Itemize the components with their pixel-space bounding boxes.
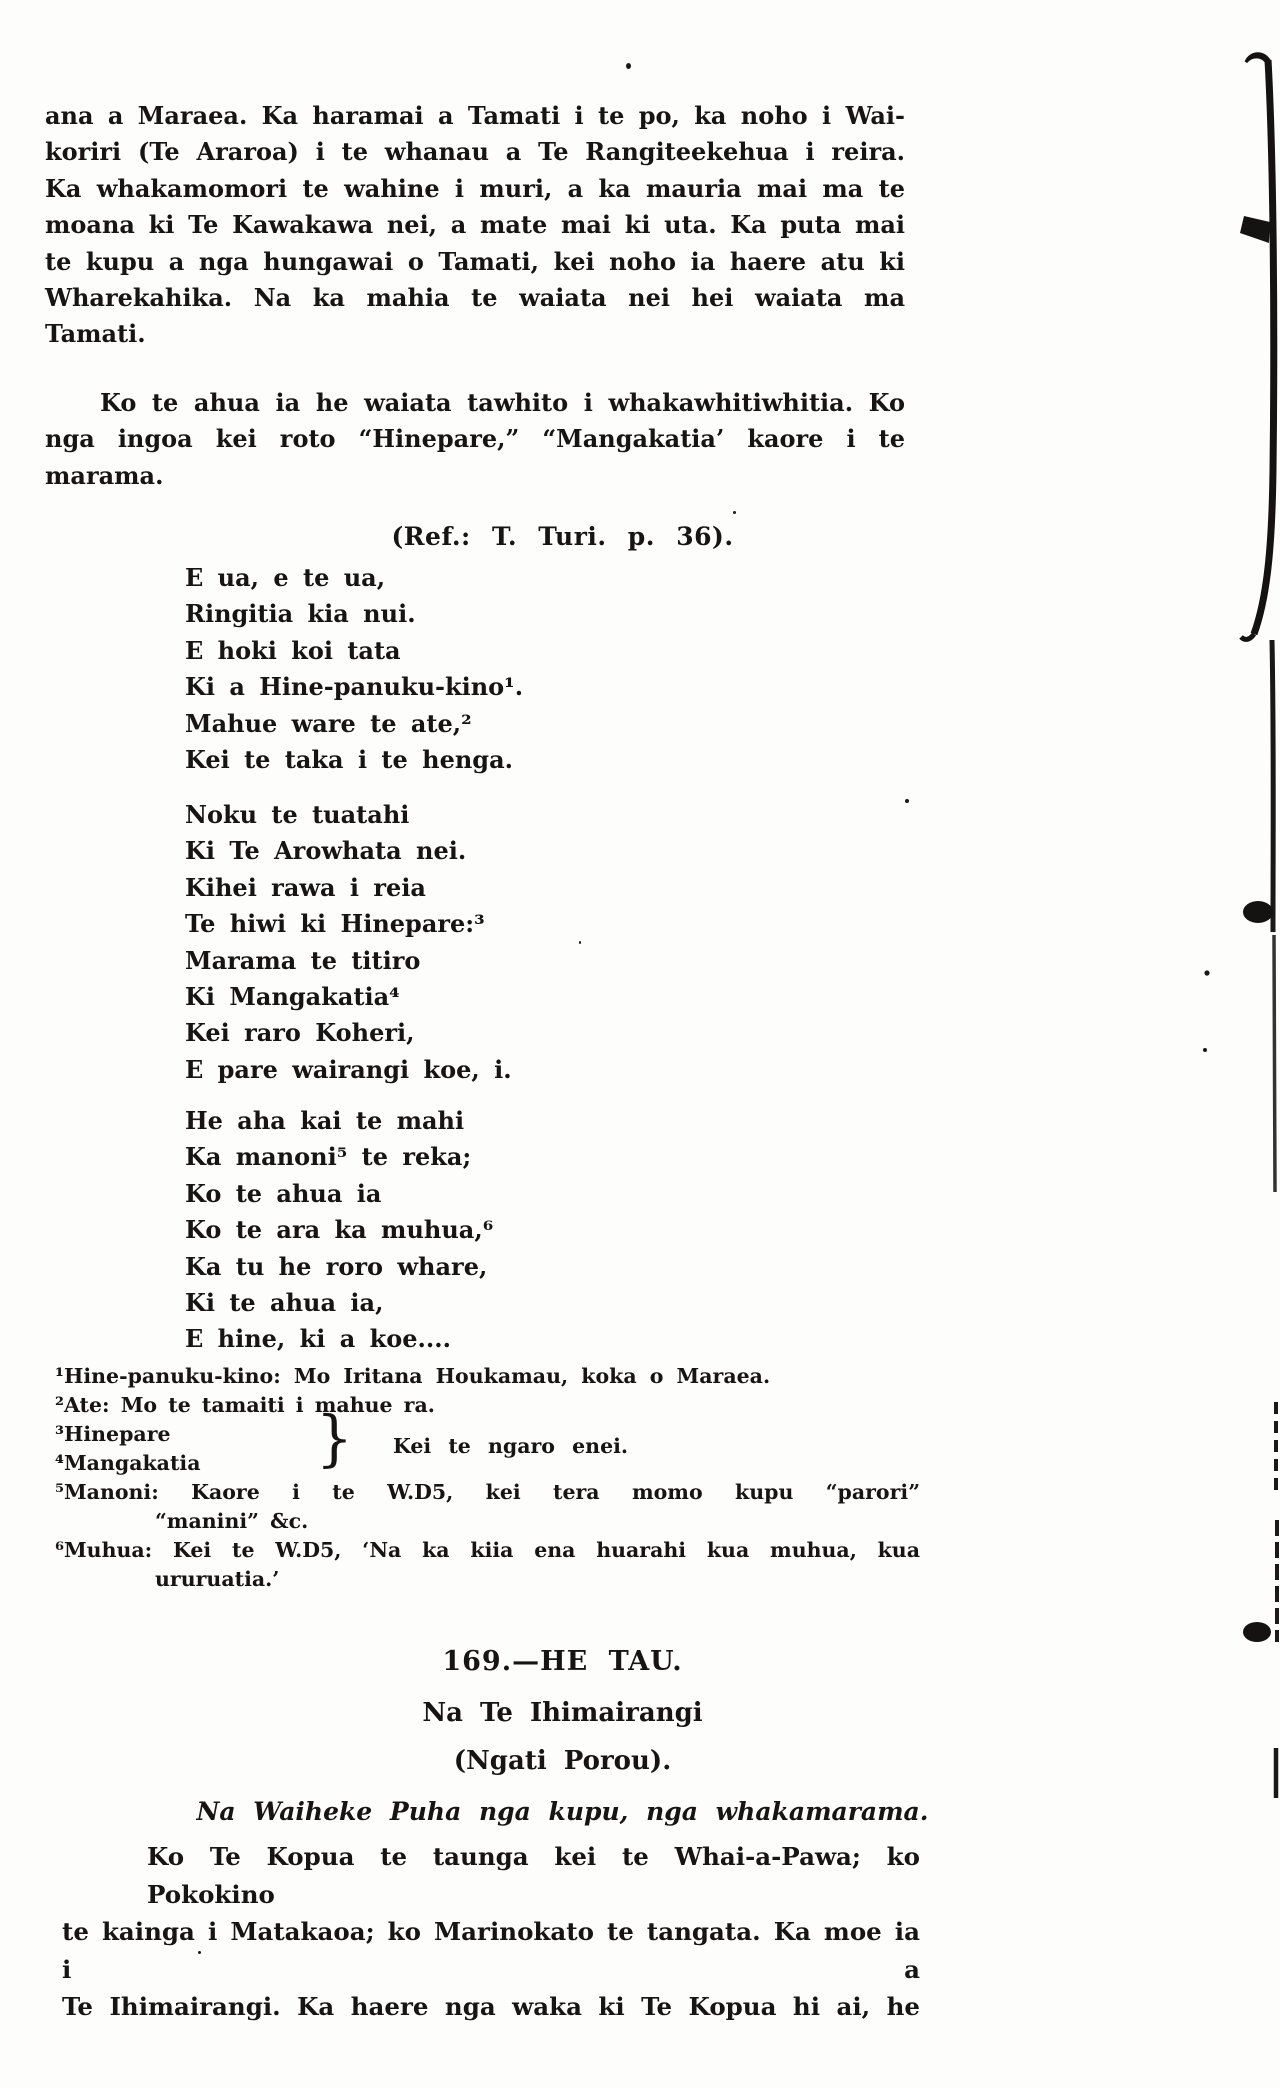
stanza-line: Ka manoni⁵ te reka; [185, 1142, 472, 1172]
stanza-line: Ki Te Arowhata nei. [185, 836, 467, 866]
footnote-5-line: “manini” &c. [155, 1509, 309, 1533]
stanza-line: Marama te titiro [185, 945, 421, 975]
stanza-line: He aha kai te mahi [185, 1106, 465, 1135]
poem-stanza-3 [185, 1103, 805, 1358]
footnote-3-label: ³Hinepare [55, 1422, 171, 1446]
scan-speck [905, 799, 909, 803]
stanza-line: E hoki koi tata [185, 635, 401, 665]
page-edge-scan-artifact [1150, 0, 1280, 2088]
reference-citation: (Ref.: T. Turi. p. 36). [391, 522, 734, 551]
section-attribution-wrap [45, 1795, 1080, 1829]
scan-speck [198, 1951, 201, 1954]
text-line: nga ingoa kei roto “Hinepare,” “Mangakatia’ kaore i te [45, 424, 905, 454]
stanza-line: Mahue ware te ate,² [185, 708, 472, 738]
stanza-line: Ringitia kia nui. [185, 599, 416, 629]
stanza-line: E hine, ki a koe.... [185, 1324, 451, 1354]
stanza-line: Kei te taka i te henga. [185, 745, 513, 775]
text-line: Wharekahika. Na ka mahia te waiata nei hei waiata ma [45, 283, 905, 313]
scan-speck [733, 511, 736, 514]
footnote-5-line: ⁵Manoni: Kaore i te W.D5, kei tera momo kupu “parori” [55, 1480, 920, 1504]
stanza-line: Noku te tuatahi [185, 800, 410, 829]
paragraph-2 [45, 385, 905, 494]
footnote-brace-note: Kei te ngaro enei. [393, 1434, 629, 1458]
stanza-line: Ki Mangakatia⁴ [185, 982, 400, 1012]
paragraph-3 [62, 1838, 920, 2026]
stanza-line: Kihei rawa i reia [185, 872, 426, 902]
section-byline: Na Te Ihimairangi [422, 1698, 703, 1728]
section-byline-wrap [45, 1696, 1080, 1730]
text-line: Ko Te Kopua te taunga kei te Whai-a-Pawa; ko Pokokino [147, 1842, 920, 1909]
reference-citation-wrap [45, 521, 1080, 553]
section-tribe-wrap [45, 1744, 1080, 1778]
footnote-6-line: ⁶Muhua: Kei te W.D5, ‘Na ka kiia ena huarahi kua muhua, kua [55, 1538, 920, 1562]
poem-stanza-1 [185, 560, 805, 778]
stanza-line: E pare wairangi koe, i. [185, 1054, 512, 1084]
stanza-line: Ka tu he roro whare, [185, 1251, 488, 1281]
stanza-line: Ki te ahua ia, [185, 1288, 384, 1318]
text-line: te kupu a nga hungawai o Tamati, kei noho ia haere atu ki [45, 246, 905, 276]
stanza-line: Ko te ara ka muhua,⁶ [185, 1215, 494, 1245]
stanza-line: Ki a Hine-panuku-kino¹. [185, 672, 524, 702]
text-line: te kainga i Matakaoa; ko Marinokato te tangata. Ka moe ia i a [62, 1917, 920, 1984]
stanza-line: E ua, e te ua, [185, 563, 386, 592]
paragraph-1 [45, 98, 905, 353]
stanza-line: Te hiwi ki Hinepare:³ [185, 909, 485, 939]
text-line: Tamati. [45, 319, 146, 349]
text-line: ana a Maraea. Ka haramai a Tamati i te po, ka noho i Wai- [45, 101, 905, 130]
text-line: Ko te ahua ia he waiata tawhito i whakawhitiwhitia. Ko [100, 388, 905, 417]
stanza-line: Ko te ahua ia [185, 1178, 382, 1208]
footnote-1: ¹Hine-panuku-kino: Mo Iritana Houkamau, koka o Maraea. [55, 1364, 771, 1388]
footnotes [55, 1362, 920, 1594]
section-attribution: Na Waiheke Puha nga kupu, nga whakamarama. [196, 1797, 929, 1826]
section-title: 169.—HE TAU. [442, 1646, 683, 1677]
text-line: koriri (Te Araroa) i te whanau a Te Rangiteekehua i reira. [45, 137, 905, 167]
footnote-2: ²Ate: Mo te tamaiti i mahue ra. [55, 1393, 435, 1417]
scan-speck [626, 63, 631, 69]
text-line: Ka whakamomori te wahine i muri, a ka mauria mai ma te [45, 173, 905, 203]
text-line: marama. [45, 460, 164, 490]
text-line: Te Ihimairangi. Ka haere nga waka ki Te Kopua hi ai, he [62, 1992, 920, 2021]
footnote-brace: } [316, 1402, 353, 1474]
poem-stanza-2 [185, 797, 805, 1088]
footnote-4-label: ⁴Mangakatia [55, 1451, 201, 1475]
stanza-line: Kei raro Koheri, [185, 1018, 415, 1048]
text-line: moana ki Te Kawakawa nei, a mate mai ki uta. Ka puta mai [45, 210, 905, 240]
footnote-6-line: ururuatia.’ [155, 1567, 280, 1591]
section-heading [45, 1645, 1080, 1679]
section-tribe: (Ngati Porou). [453, 1746, 672, 1776]
scan-speck [579, 941, 581, 944]
